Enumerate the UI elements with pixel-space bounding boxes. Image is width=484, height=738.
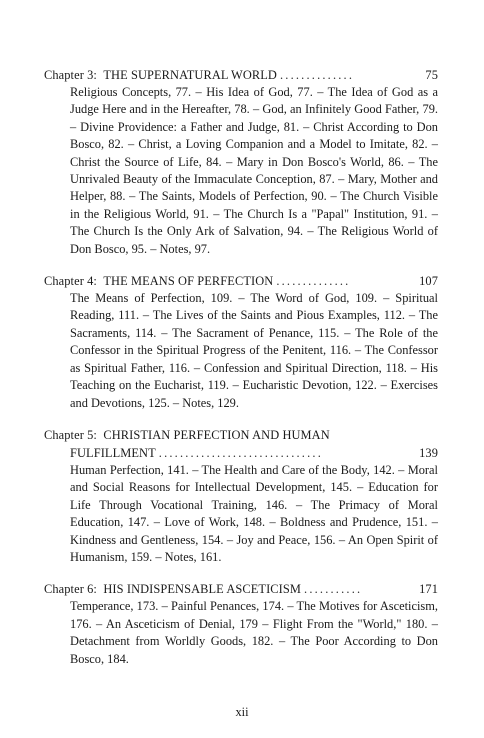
- chapter-page-number: 139: [419, 445, 438, 460]
- chapter-heading: [44, 272, 438, 290]
- toc-chapter-4: [44, 272, 438, 412]
- chapter-entries: Temperance, 173. – Painful Penances, 174. – The Motives for Asceticism, 176. – An Asceticism of Denial, 179 – Flight From the "World," 180. – Detachment from Worldly Goods, 182. – The Poor According to Don Bosco, 184.: [70, 599, 438, 666]
- chapter-label: Chapter 6:: [44, 582, 97, 597]
- page-number-footer: xii: [235, 705, 249, 719]
- chapter-label: Chapter 5:: [44, 427, 97, 442]
- chapter-title: CHRISTIAN PERFECTION AND HUMAN: [103, 427, 330, 442]
- chapter-title-continued: FULFILLMENT: [70, 445, 156, 460]
- chapter-title: HIS INDISPENSABLE ASCETICISM: [103, 582, 302, 597]
- chapter-heading: [44, 426, 438, 462]
- toc-chapter-6: [44, 580, 438, 668]
- toc-chapter-3: [44, 66, 438, 258]
- chapter-page-number: 107: [419, 274, 438, 289]
- chapter-title: THE MEANS OF PERFECTION: [103, 274, 274, 289]
- chapter-heading-text: [44, 580, 301, 598]
- chapter-title: THE SUPERNATURAL WORLD: [103, 68, 277, 82]
- table-of-contents: [44, 66, 438, 682]
- chapter-page-number: 171: [419, 582, 438, 597]
- toc-chapter-5: [44, 426, 438, 566]
- chapter-heading: [44, 66, 438, 84]
- leader-dots: ..............: [276, 274, 351, 289]
- chapter-heading-line-1: [44, 426, 438, 444]
- leader-dots: ...............................: [158, 445, 323, 460]
- chapter-label: Chapter 4:: [44, 274, 97, 289]
- chapter-entries: Human Perfection, 141. – The Health and Care of the Body, 142. – Moral and Social Reasons for Intellectual Development, 145. – Education for Life Through Vocational Training, 146. – The Primacy of Moral Education, 147. – Love of Work, 148. – Boldness and Prudence, 151. – Kindness and Gentleness, 154. – Joy and Peace, 156. – An Open Spirit of Humanism, 159. – Notes, 161.: [70, 462, 438, 564]
- chapter-page-number: 75: [425, 68, 438, 82]
- leader-dots: ...........: [304, 582, 363, 597]
- chapter-heading-text: [44, 66, 277, 84]
- chapter-entries: The Means of Perfection, 109. – The Word of God, 109. – Spiritual Reading, 111. – The Lives of the Saints and Pious Examples, 112. – The Sacraments, 114. – The Sacrament of Penance, 115. – The Role of the Confessor in the Spiritual Progress of the Penitent, 116. – The Confessor as Spiritual Father, 116. – Confession and Spiritual Direction, 118. – His Teaching on the Eucharist, 119. – Eucharistic Devotion, 122. – Exercises and Devotions, 125. – Notes, 129.: [70, 291, 438, 410]
- chapter-heading-line-2: [44, 444, 438, 462]
- chapter-entries: Religious Concepts, 77. – His Idea of God, 77. – The Idea of God as a Judge Here and in the Hereafter, 78. – God, an Infinitely Good Father, 79. – Divine Providence: a Father and Judge, 81. – Christ According to Don Bosco, 82. – Christ, a Loving Companion and a Model to Imitate, 82. – Christ the Source of Life, 84. – Mary in Don Bosco's World, 86. – The Unrivaled Beauty of the Immaculate Conception, 87. – Mary, Mother and Helper, 88. – The Saints, Models of Perfection, 90. – The Church Visible in the Religious World, 91. – The Church Is a "Papal" Institution, 91. – The Church Is the Only Ark of Salvation, 94. – The Religious World of Don Bosco, 95. – Notes, 97.: [70, 85, 438, 256]
- chapter-heading-text: [44, 272, 273, 290]
- leader-dots: ..............: [279, 68, 355, 82]
- chapter-heading: [44, 580, 438, 598]
- chapter-label: Chapter 3:: [44, 68, 97, 82]
